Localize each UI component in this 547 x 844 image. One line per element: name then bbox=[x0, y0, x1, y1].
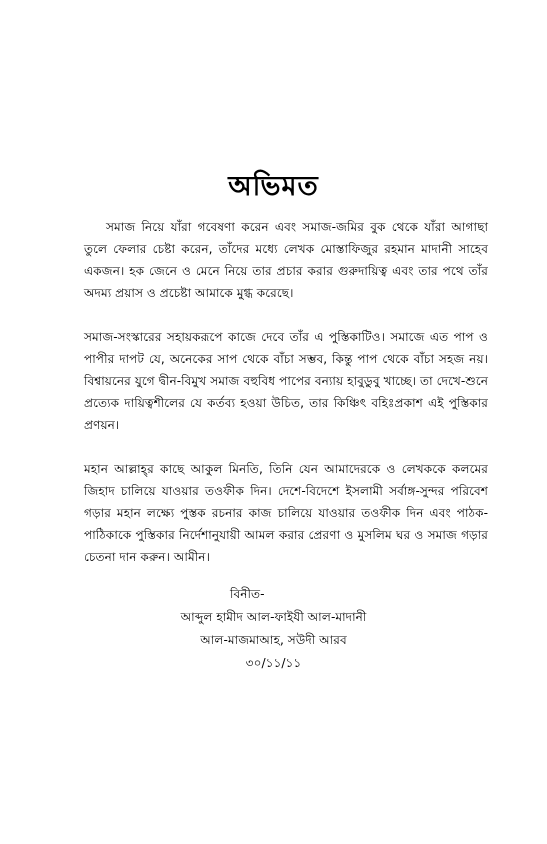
paragraph-2: সমাজ-সংস্কারের সহায়করূপে কাজে দেবে তাঁর এ পুস্তিকাটিও। সমাজে এত পাপ ও পাপীর দাপট যে, অনেকের সাপ থেকে বাঁচা সম্ভব, কিন্তু পাপ থেকে বাঁচা সহজ নয়। বিশ্বায়নের যুগে দ্বীন-বিমুখ সমাজ বহুবিধ পাপের বন্যায় হাবুডুবু খাচ্ছে। তা দেখে-শুনে প্রত্যেক দায়িত্বশীলের যে কর্তব্য হওয়া উচিত, তার কিঞ্চিৎ বহিঃপ্রকাশ এই পুস্তিকার প্রণয়ন। bbox=[84, 330, 488, 432]
signature-date: ৩০/১১/১১ bbox=[245, 656, 302, 670]
page-title: অভিমত bbox=[228, 171, 319, 202]
signature-block bbox=[0, 583, 547, 675]
signature-name: আব্দুল হামীদ আল-ফাইযী আল-মাদানী bbox=[180, 610, 367, 624]
paragraph-3: মহান আল্লাহ্‌র কাছে আকুল মিনতি, তিনি যেন আমাদেরকে ও লেখককে কলমের জিহাদ চালিয়ে যাওয়ার তওফীক দিন। দেশে-বিদেশে ইসলামী সর্বাঙ্গ-সুন্দর পরিবেশ গড়ার মহান লক্ষ্যে পুস্তক রচনার কাজ চালিয়ে যাওয়ার তওফীক দিন এবং পাঠক-পাঠিকাকে পুস্তিকার নির্দেশানুযায়ী আমল করার প্রেরণা ও মুসলিম ঘর ও সমাজ গড়ার চেতনা দান করুন। আমীন। bbox=[84, 462, 488, 564]
paragraph-1: সমাজ নিয়ে যাঁরা গবেষণা করেন এবং সমাজ-জমির বুক থেকে যাঁরা আগাছা তুলে ফেলার চেষ্টা করেন, তাঁদের মধ্যে লেখক মোস্তাফিজুর রহমান মাদানী সাহেব একজন। হক জেনে ও মেনে নিয়ে তার প্রচার করার গুরুদায়িত্ব এবং তার পথে তাঁর অদম্য প্রয়াস ও প্রচেষ্টা আমাকে মুগ্ধ করেছে। bbox=[84, 220, 488, 300]
signature-label: বিনীত- bbox=[230, 587, 265, 601]
signature-location: আল-মাজমাআহ, সউদী আরব bbox=[200, 633, 347, 647]
body-text bbox=[84, 216, 488, 568]
